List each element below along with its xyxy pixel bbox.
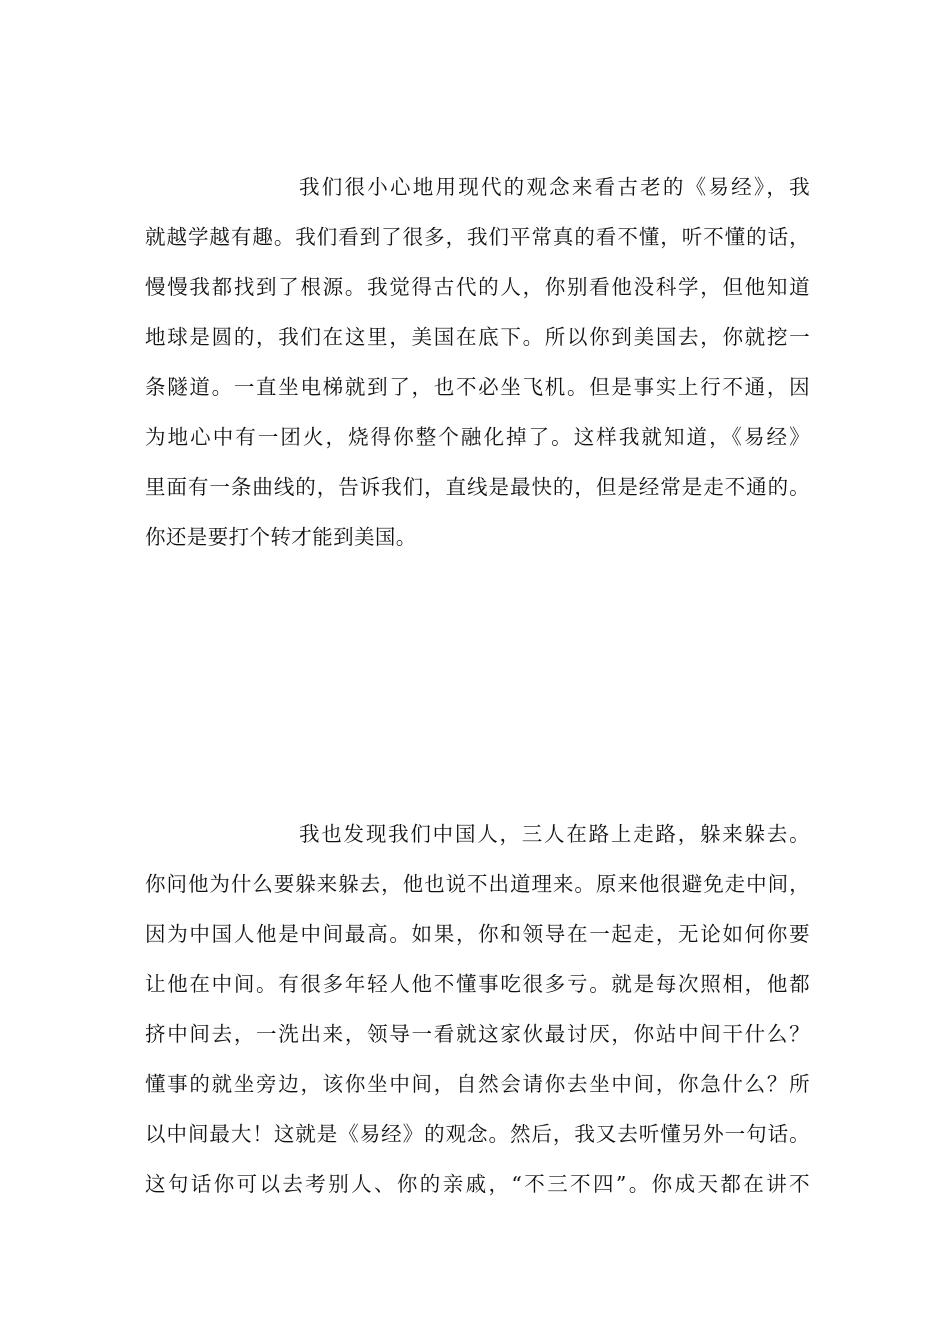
paragraph-yijing-curve: [145, 168, 810, 568]
paragraph-line: 为地心中有一团火，烧得你整个融化掉了。这样我就知道，《易经》: [145, 425, 810, 449]
paragraph-line: 条隧道。一直坐电梯就到了，也不必坐飞机。但是事实上行不通，因: [145, 375, 810, 399]
paragraph-line: 我们很小心地用现代的观念来看古老的《易经》，我: [299, 175, 810, 199]
paragraph-line: 慢慢我都找到了根源。我觉得古代的人，你别看他没科学，但他知道: [145, 275, 810, 299]
paragraph-line: 挤中间去，一洗出来，领导一看就这家伙最讨厌，你站中间干什么？: [145, 1022, 810, 1046]
paragraph-line: 以中间最大！这就是《易经》的观念。然后，我又去听懂另外一句话。: [145, 1122, 810, 1146]
paragraph-line: 让他在中间。有很多年轻人他不懂事吃很多亏。就是每次照相，他都: [145, 972, 810, 996]
paragraph-line: 我也发现我们中国人，三人在路上走路，躲来躲去。: [299, 822, 810, 846]
paragraph-line: 懂事的就坐旁边，该你坐中间，自然会请你去坐中间，你急什么？所: [145, 1072, 810, 1096]
paragraph-line: 这句话你可以去考别人、你的亲戚，“不三不四”。你成天都在讲不: [145, 1172, 810, 1196]
paragraph-line: 里面有一条曲线的，告诉我们，直线是最快的，但是经常是走不通的。: [145, 475, 810, 499]
paragraph-line: 就越学越有趣。我们看到了很多，我们平常真的看不懂，听不懂的话，: [145, 225, 810, 249]
paragraph-middle-position: [145, 815, 810, 1215]
paragraph-line: 你还是要打个转才能到美国。: [145, 525, 417, 549]
paragraph-line: 因为中国人他是中间最高。如果，你和领导在一起走，无论如何你要: [145, 922, 810, 946]
paragraph-line: 地球是圆的，我们在这里，美国在底下。所以你到美国去，你就挖一: [145, 325, 810, 349]
paragraph-line: 你问他为什么要躲来躲去，他也说不出道理来。原来他很避免走中间，: [145, 872, 810, 896]
